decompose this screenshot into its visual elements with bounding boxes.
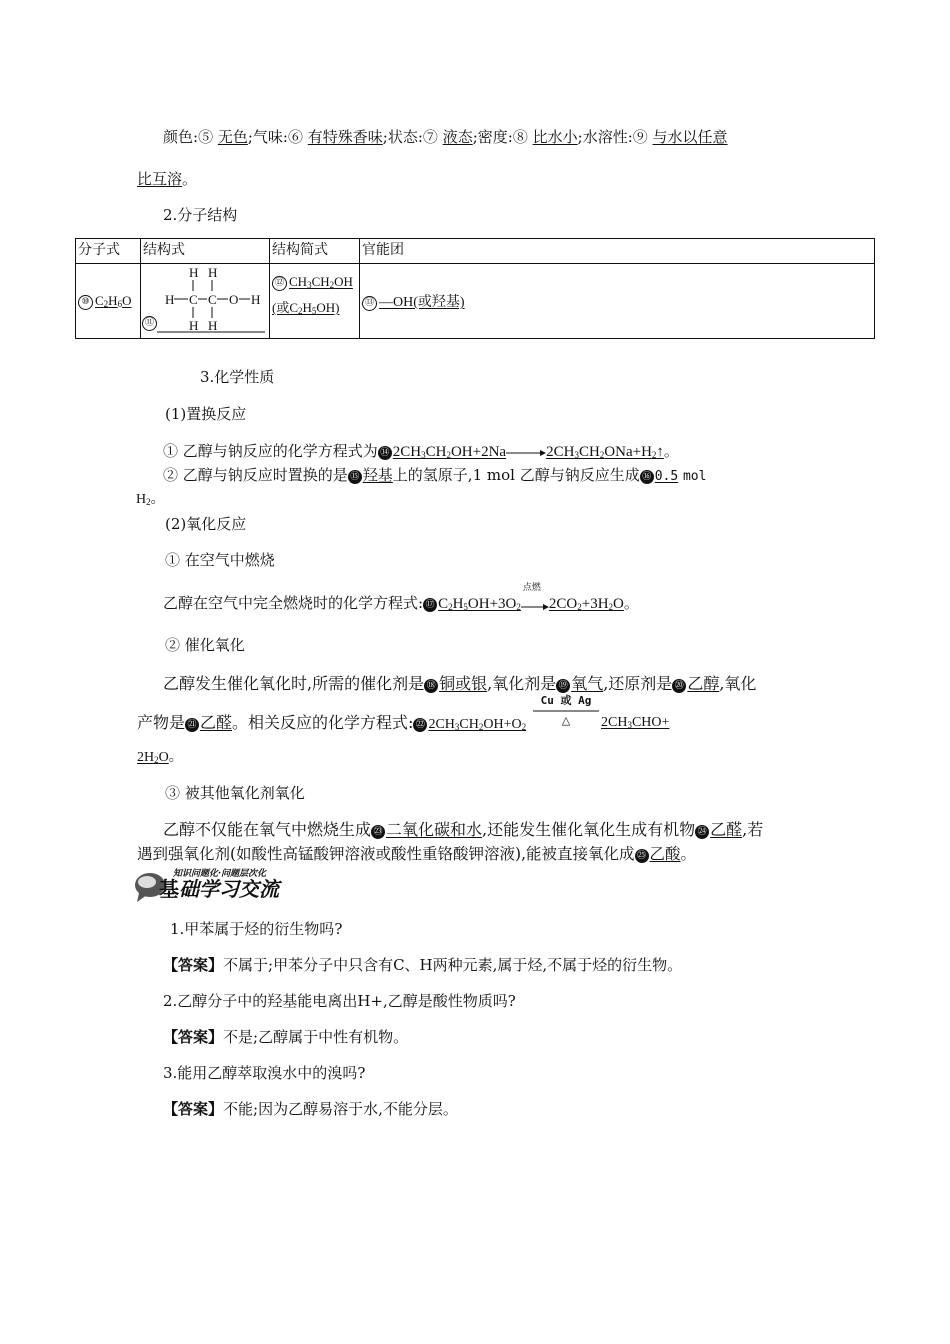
answer-hydroxyl: 羟基 [362, 466, 393, 484]
answer-density: 比水小 [532, 128, 578, 146]
catalytic-line-2: 产物是 ㉑ 乙醛。相关反应的化学方程式: ㉒ $2CH_3CH_2OH+O_2$ [137, 713, 527, 732]
other-oxidant-title: ③ 被其他氧化剂氧化 [165, 784, 305, 802]
table-header-row [76, 239, 875, 264]
equation-combustion: $C_2H_5OH+3O_2$ [438, 596, 521, 612]
catalytic-arrow [533, 694, 599, 728]
blank-number: ⑤ [198, 128, 214, 146]
blank-number: ㉓ [371, 825, 385, 839]
answer-color: 无色 [217, 128, 248, 146]
answer-reductant: 乙醇 [687, 674, 720, 693]
other-oxidant-line-1: 乙醇不仅能在氧气中燃烧生成 ㉓ 二氧化碳和水,还能发生催化氧化生成有机物 ㉔ 乙醛,若 [163, 820, 764, 839]
answer-aldehyde: 乙醛 [710, 820, 743, 839]
atom-h: H [165, 292, 175, 307]
structure-heading: 2.分子结构 [163, 206, 238, 224]
answer: 【答案】不是;乙醇属于中性有机物。 [163, 1028, 409, 1046]
table-header: 官能团 [360, 239, 875, 264]
equation-catalytic-products: $2CH_3CHO+$ [601, 715, 670, 730]
answer-catalyst: 铜或银 [439, 674, 488, 693]
table-header: 结构简式 [270, 239, 360, 264]
condition-label: 点燃 [522, 583, 541, 593]
reaction-line-2-cont: $H_2$。 [136, 492, 165, 507]
atom-h: H [251, 292, 261, 307]
equation-catalytic: $2CH_3CH_2OH+O_2$ [428, 717, 527, 732]
arrow-icon [521, 602, 549, 612]
equation-combustion-products: $2CO_2+3H_2O$ [548, 596, 624, 612]
answer-oxidant: 氧气 [571, 674, 604, 693]
catalytic-line-1: 乙醇发生催化氧化时,所需的催化剂是 ⑱ 铜或银,氧化剂是 ⑲ 氧气,还原剂是 ⑳ 乙醇,氧化 [163, 674, 757, 693]
answer-tag: 【答案】 [163, 1028, 224, 1046]
equation-catalytic-cont: $2H_2O$。 [137, 750, 183, 765]
blank-number: ㉔ [695, 825, 709, 839]
catalytic-title: ② 催化氧化 [165, 636, 245, 654]
combustion-title: ① 在空气中燃烧 [165, 551, 275, 569]
blank-number: ⑰ [423, 598, 437, 612]
reaction-line-2: ② 乙醇与钠反应时置换的是 ⑮ 羟基上的氢原子,1 mol 乙醇与钠反应生成 ⑯ 0.5 mol [163, 466, 707, 484]
blank-number: ⑬ [362, 296, 377, 311]
sub-heading-substitution: (1)置换反应 [165, 405, 247, 423]
answer-combustion-products: 二氧化碳和水 [386, 820, 483, 839]
answer-odor: 有特殊香味 [307, 128, 383, 146]
structural-formula-cell [141, 264, 270, 339]
blank-number: ⑯ [640, 470, 654, 484]
question: 3.能用乙醇萃取溴水中的溴吗? [163, 1064, 366, 1082]
functional-group-cell [360, 264, 875, 339]
functional-group: —OH(或羟基) [379, 295, 465, 310]
section-banner [133, 866, 313, 904]
blank-number: ⑭ [378, 446, 392, 460]
banner-title: 基础学习交流 [159, 877, 279, 901]
table-header: 分子式 [76, 239, 141, 264]
answer-tag: 【答案】 [163, 1100, 224, 1118]
structure-table [75, 238, 875, 339]
table-row [76, 264, 875, 339]
atom-h: H [208, 265, 218, 280]
formula-cell [76, 264, 141, 339]
answer-tag: 【答案】 [163, 956, 224, 974]
blank-number: ⑩ [78, 295, 93, 310]
sub-heading-oxidation: (2)氧化反应 [165, 515, 247, 533]
answer: 【答案】不属于;甲苯分子中只含有C、H两种元素,属于烃,不属于烃的衍生物。 [163, 956, 683, 974]
answer-acid: 乙酸 [649, 845, 681, 863]
blank-number: ⑮ [348, 470, 362, 484]
property-line-2: 比互溶。 [137, 170, 198, 188]
atom-h: H [208, 318, 218, 333]
equation-sodium: $2CH_3CH_2OH+2Na$ $2CH_3CH_2ONa+H_2↑$ [392, 444, 664, 460]
table-header: 结构式 [141, 239, 270, 264]
simple-formula-alt: (或$C_2H_5OH$) [272, 300, 340, 316]
blank-number: ㉑ [185, 718, 199, 732]
blank-number: ㉕ [635, 849, 649, 863]
blank-number: ㉒ [413, 718, 427, 732]
atom-h: H [189, 265, 199, 280]
answer-amount: 0.5 [654, 469, 679, 484]
simple-formula: $CH_3CH_2OH$ [289, 274, 353, 290]
other-oxidant-line-2: 遇到强氧化剂(如酸性高锰酸钾溶液或酸性重铬酸钾溶液),能被直接氧化成 ㉕ 乙酸。 [137, 845, 697, 863]
blank-number: ⑪ [142, 316, 157, 331]
reaction-arrow [521, 583, 549, 608]
condition-label: Cu 或 Ag [540, 694, 592, 707]
answer-state: 液态 [442, 128, 473, 146]
atom-o: O [229, 292, 239, 307]
banner-subtitle: 知识问题化·问题层次化 [173, 869, 267, 879]
atom-c: C [189, 292, 198, 307]
simple-formula-cell [270, 264, 360, 339]
question: 1.甲苯属于烃的衍生物吗? [170, 920, 343, 938]
atom-h: H [189, 318, 199, 333]
structural-formula-diagram [143, 264, 267, 336]
heat-icon: △ [561, 714, 571, 727]
blank-number: ⑫ [272, 276, 287, 291]
reaction-line-1: ① 乙醇与钠反应的化学方程式为 ⑭ $2CH_3CH_2OH+2Na$ $2CH_3CH_2ONa+H_2↑$。 [163, 442, 679, 460]
question: 2.乙醇分子中的羟基能电离出H+,乙醇是酸性物质吗? [163, 992, 516, 1010]
answer-product: 乙醛 [200, 713, 233, 732]
atom-c: C [208, 292, 217, 307]
answer: 【答案】不能;因为乙醇易溶于水,不能分层。 [163, 1100, 458, 1118]
blank-number: ⑱ [424, 679, 438, 693]
combustion-line: 乙醇在空气中完全燃烧时的化学方程式: ⑰ $C_2H_5OH+3O_2$ 点燃 $2CO_2+3H_2O$。 [163, 593, 639, 614]
property-line-1: 颜色:⑤ 无色;气味:⑥ 有特殊香味;状态:⑦ 液态;密度:⑧ 比水小;水溶性:⑨ 与水以任意 [163, 128, 728, 146]
answer-solubility: 与水以任意 [652, 128, 728, 146]
chem-heading: 3.化学性质 [200, 368, 275, 386]
blank-number: ⑳ [672, 679, 686, 693]
molecular-formula: $C_2H_6O$ [95, 292, 132, 309]
arrow-icon [506, 448, 546, 458]
blank-number: ⑲ [556, 679, 570, 693]
